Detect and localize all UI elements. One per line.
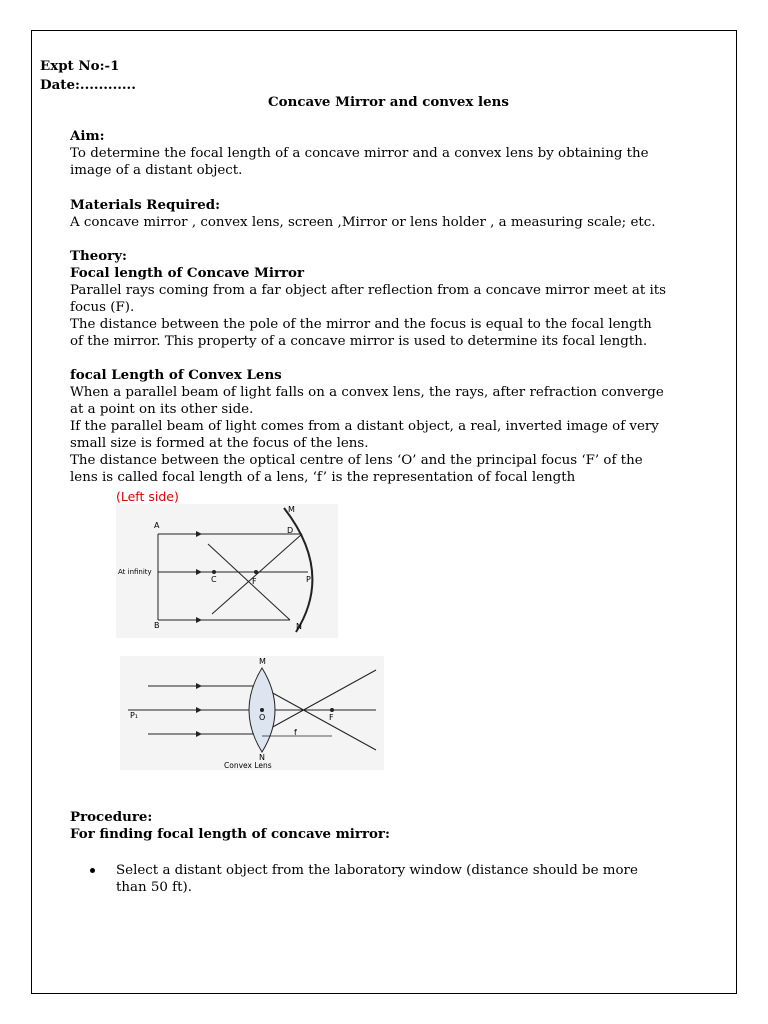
procedure-heading: Procedure: <box>70 809 153 825</box>
focal-point <box>330 708 334 712</box>
mirror-line-2: focus (F). <box>70 300 135 315</box>
lens-line-6: lens is called focal length of a lens, ‘f’ is the representation of focal length <box>70 470 576 485</box>
arrow-top <box>196 531 202 537</box>
label-o: O <box>259 713 266 722</box>
point-f <box>254 570 258 574</box>
bullet-dot <box>90 868 95 873</box>
arrow-mid <box>196 707 202 713</box>
aim-heading: Aim: <box>70 128 105 144</box>
label-b: B <box>154 621 160 630</box>
label-focal-length: f <box>294 728 297 737</box>
label-f: F <box>329 713 334 722</box>
materials-line-1: A concave mirror , convex lens, screen ,Mirror or lens holder , a measuring scale; etc. <box>70 215 656 230</box>
convex-lens-diagram <box>120 656 384 770</box>
arrow-bottom <box>196 617 202 623</box>
date-line: Date:............ <box>40 77 136 93</box>
procedure-subheading: For finding focal length of concave mirror: <box>70 826 390 842</box>
lens-line-3: If the parallel beam of light comes from a distant object, a real, inverted image of very <box>70 419 659 434</box>
reflected-ray-top <box>212 534 302 614</box>
label-p: P <box>306 575 311 584</box>
lens-line-4: small size is formed at the focus of the lens. <box>70 436 369 451</box>
figure-caption: Convex Lens <box>224 761 272 770</box>
left-side-note: (Left side) <box>116 489 179 504</box>
concave-mirror-diagram <box>116 504 338 638</box>
label-m: M <box>288 505 295 514</box>
label-at-infinity: At infinity <box>118 568 152 576</box>
lens-line-5: The distance between the optical centre of lens ‘O’ and the principal focus ‘F’ of the <box>70 453 643 468</box>
label-f: F <box>252 577 257 586</box>
label-n: N <box>296 622 302 631</box>
mirror-line-4: of the mirror. This property of a concave mirror is used to determine its focal length. <box>70 334 648 349</box>
arrow-top <box>196 683 202 689</box>
lens-line-1: When a parallel beam of light falls on a convex lens, the rays, after refraction converge <box>70 385 664 400</box>
label-d: D <box>287 526 294 535</box>
label-p1: P₁ <box>130 711 139 720</box>
arrow-bottom <box>196 731 202 737</box>
mirror-subheading: Focal length of Concave Mirror <box>70 265 305 281</box>
optical-centre <box>260 708 264 712</box>
procedure-step-1-line-1: Select a distant object from the laboratory window (distance should be more <box>116 863 638 878</box>
arrow-mid <box>196 569 202 575</box>
point-c <box>212 570 216 574</box>
expt-number: Expt No:-1 <box>40 58 120 74</box>
refracted-ray-bottom <box>260 670 376 734</box>
label-a: A <box>154 521 160 530</box>
lens-line-2: at a point on its other side. <box>70 402 254 417</box>
procedure-step-1-line-2: than 50 ft). <box>116 880 192 895</box>
label-n: N <box>259 753 265 762</box>
lens-subheading: focal Length of Convex Lens <box>70 367 282 383</box>
label-m: M <box>259 657 266 666</box>
refracted-ray-top <box>260 686 376 750</box>
page-title: Concave Mirror and convex lens <box>268 94 509 110</box>
aim-line-1: To determine the focal length of a concave mirror and a convex lens by obtaining the <box>70 146 649 161</box>
mirror-line-3: The distance between the pole of the mirror and the focus is equal to the focal length <box>70 317 652 332</box>
aim-line-2: image of a distant object. <box>70 163 243 178</box>
mirror-line-1: Parallel rays coming from a far object after reflection from a concave mirror meet at its <box>70 283 666 298</box>
label-c: C <box>211 575 217 584</box>
materials-heading: Materials Required: <box>70 197 221 213</box>
theory-heading: Theory: <box>70 248 127 264</box>
